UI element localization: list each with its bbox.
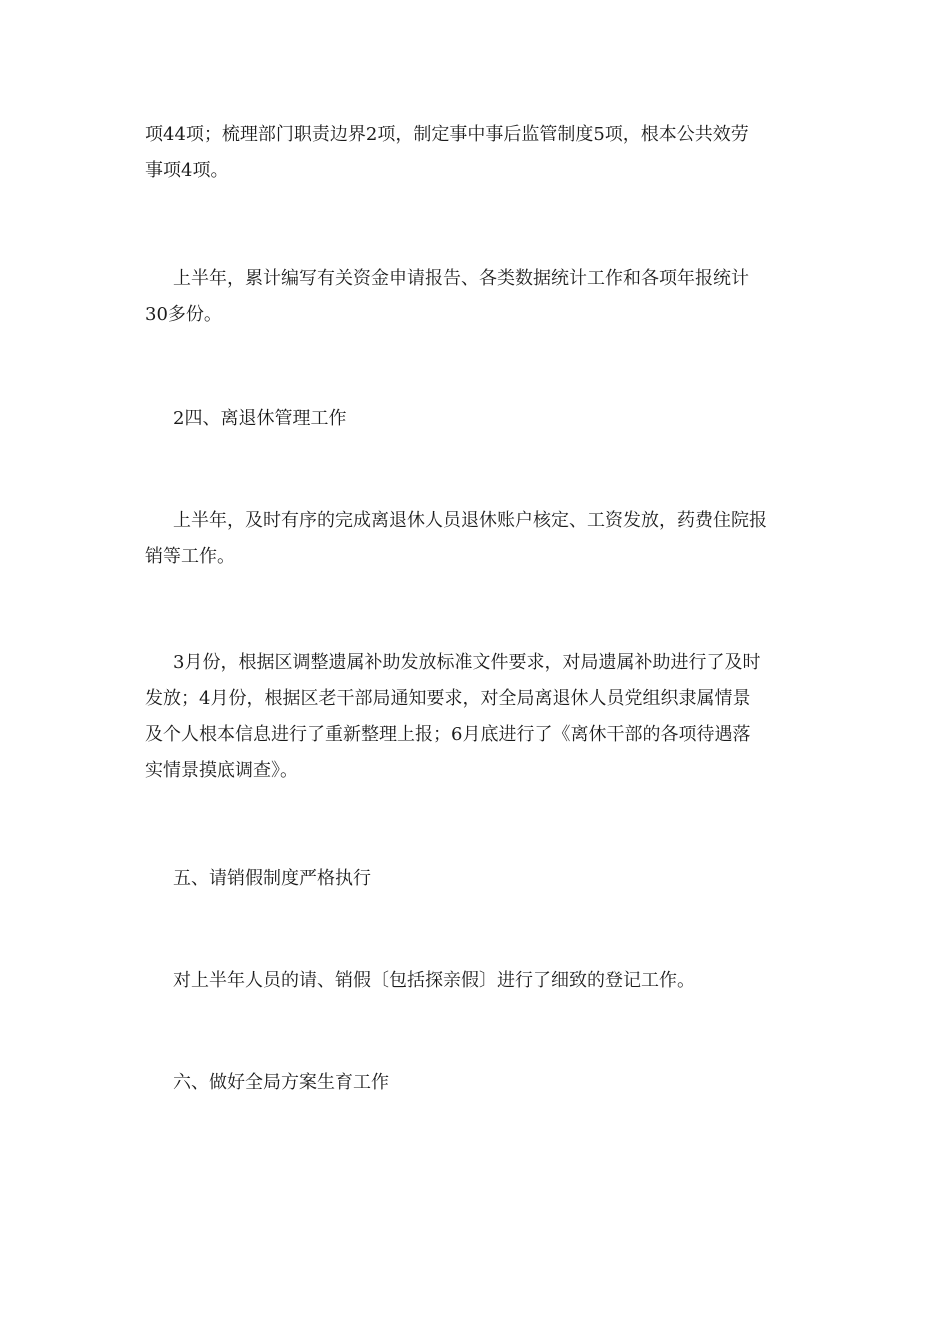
paragraph-monthly-tasks	[145, 645, 810, 789]
text-line: 及个人根本信息进行了重新整理上报；6月底进行了《离休干部的各项待遇落	[145, 724, 751, 745]
section-heading-leave: 五、请销假制度严格执行	[173, 868, 371, 889]
text-line: 30多份。	[145, 304, 222, 325]
text-line: 发放；4月份，根据区老干部局通知要求，对全局离退休人员党组织隶属情景	[145, 688, 751, 709]
text-line: 项44项；梳理部门职责边界2项，制定事中事后监管制度5项，根本公共效劳	[145, 124, 749, 145]
paragraph-continued	[145, 117, 810, 189]
text-line: 销等工作。	[145, 546, 235, 567]
text-line: 上半年，及时有序的完成离退休人员退休账户核定、工资发放，药费住院报	[173, 510, 767, 531]
paragraph-reports	[145, 261, 810, 333]
text-line: 实情景摸底调查》。	[145, 760, 298, 781]
text-line: 事项4项。	[145, 160, 229, 181]
text-line: 3月份，根据区调整遗属补助发放标准文件要求，对局遗属补助进行了及时	[173, 652, 761, 673]
text-line: 对上半年人员的请、销假〔包括探亲假〕进行了细致的登记工作。	[173, 970, 695, 991]
paragraph-retirement-work	[145, 503, 810, 575]
section-heading-retirement: 2四、离退休管理工作	[173, 408, 347, 429]
text-line: 上半年，累计编写有关资金申请报告、各类数据统计工作和各项年报统计	[173, 268, 749, 289]
section-heading-family-planning: 六、做好全局方案生育工作	[173, 1072, 389, 1093]
paragraph-leave-records	[145, 963, 810, 999]
